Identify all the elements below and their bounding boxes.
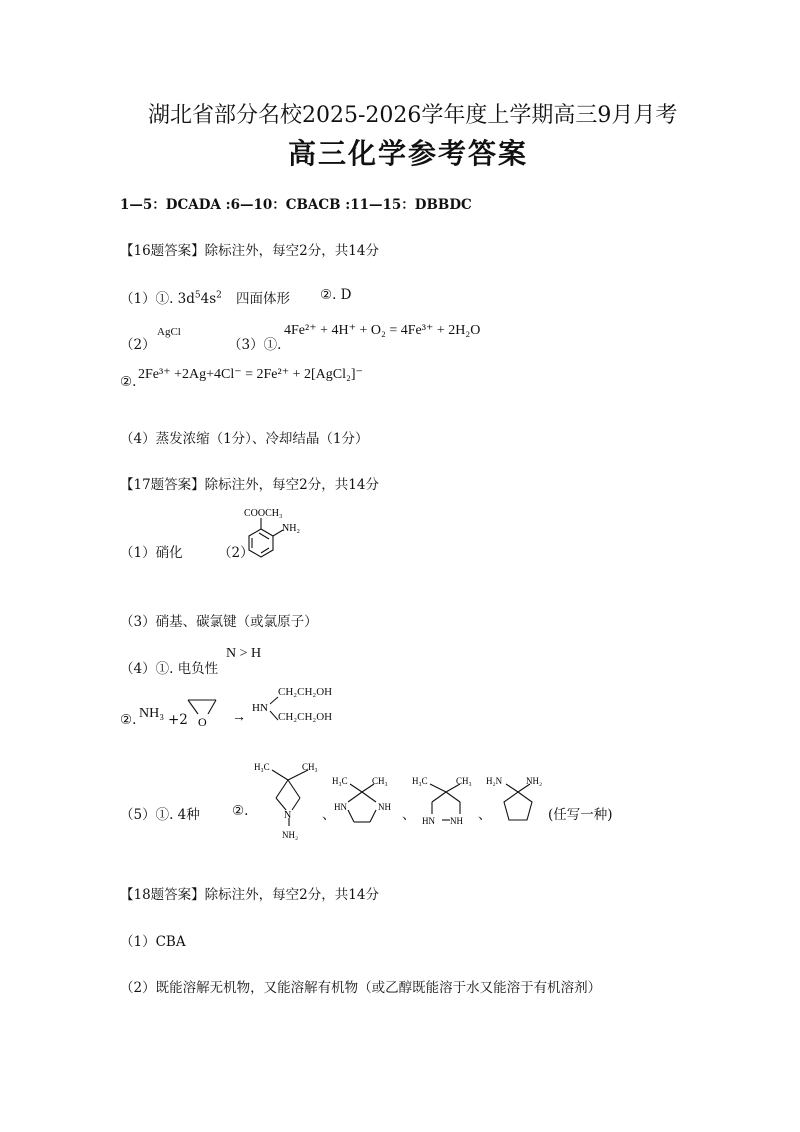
- s1-n-label: N: [284, 810, 292, 821]
- s1-h3c-label: H₃C: [254, 762, 270, 772]
- q16-part3-label: （3）①.: [228, 337, 282, 353]
- q16-shape: 四面体形: [236, 291, 290, 307]
- q17-part4-answer: N > H: [226, 646, 262, 661]
- amino-group-label: NH₂: [282, 523, 300, 534]
- q17-part4-label: （4）①. 电负性: [120, 661, 219, 677]
- ester-group-label: COOCH₃: [244, 508, 283, 519]
- s4-nh2-label: NH₂: [526, 776, 543, 786]
- q17-part3: （3）硝基、碳氯键（或氯原子）: [120, 614, 318, 630]
- q16-equation-2: 2Fe³⁺ +2Ag+4Cl⁻ = 2Fe²⁺ + 2[AgCl₂]⁻: [138, 367, 363, 382]
- page-subtitle: 高三化学参考答案: [288, 137, 529, 170]
- q16-part2-label: （2）: [120, 337, 156, 353]
- q16-config-mid: 4s: [200, 291, 217, 307]
- epoxide-oxygen-label: O: [198, 715, 207, 729]
- q16-part1-answer2: ②. D: [320, 287, 352, 303]
- separator-1: 、: [322, 807, 336, 823]
- hydroxyethyl-upper: CH₂CH₂OH: [278, 686, 333, 698]
- s3-ch3-label: CH₃: [456, 776, 472, 786]
- structure-cyclopentanediamine: [486, 770, 556, 830]
- q16-part1: [120, 287, 222, 307]
- hydroxyethyl-lower: CH₂CH₂OH: [278, 711, 333, 723]
- s2-hn-label: HN: [334, 802, 347, 812]
- q17-heading: 【17题答案】除标注外，每空2分，共14分: [120, 477, 379, 493]
- page-title: 湖北省部分名校2025-2026学年度上学期高三9月月考: [148, 103, 678, 128]
- q16-equation-1: 4Fe²⁺ + 4H⁺ + O₂ = 4Fe³⁺ + 2H₂O: [284, 323, 481, 338]
- s1-ch3-label: CH₃: [302, 762, 318, 772]
- s1-nh2-label: NH₂: [282, 830, 299, 840]
- q17-part5-note: (任写一种): [548, 807, 613, 823]
- q18-heading: 【18题答案】除标注外，每空2分，共14分: [120, 887, 379, 903]
- q17-part5-label: （5）①. 4种: [120, 807, 200, 823]
- q18-part1: （1）CBA: [120, 934, 186, 950]
- q17-part5-answer-label: ②.: [232, 803, 249, 819]
- q16-part3b-label: ②.: [120, 374, 137, 390]
- amine-hn-label: HN: [252, 702, 268, 714]
- q17-part4b-label: ②.: [120, 712, 137, 728]
- q18-part2: （2）既能溶解无机物，又能溶解有机物（或乙醇既能溶于水又能溶于有机溶剂）: [120, 980, 602, 996]
- q17-part1: （1）硝化: [120, 545, 183, 561]
- q16-config-sup2: 2: [216, 290, 222, 301]
- s2-nh-label: NH: [378, 802, 391, 812]
- separator-2: 、: [402, 807, 416, 823]
- s3-h3c-label: H₃C: [412, 776, 428, 786]
- q17-part2-label: （2）: [218, 545, 254, 561]
- s2-h3c-label: H₃C: [332, 776, 348, 786]
- ammonia-label: NH₃: [139, 706, 165, 721]
- structure-azetidine: [252, 758, 332, 842]
- q16-part4: （4）蒸发浓缩（1分）、冷却结晶（1分）: [120, 431, 369, 447]
- separator-3: 、: [478, 807, 492, 823]
- s2-ch3-label: CH₃: [372, 776, 388, 786]
- methyl-anthranilate-structure: [238, 502, 318, 572]
- q16-config-prefix: （1）①. 3d: [120, 291, 195, 307]
- q16-part2-answer: AgCl: [157, 326, 181, 338]
- s4-h2n-label: H₂N: [486, 776, 503, 786]
- s3-nh-label: NH: [450, 816, 463, 826]
- q16-heading: 【16题答案】除标注外，每空2分，共14分: [120, 243, 379, 259]
- coefficient-label: +2: [168, 712, 188, 728]
- s3-hn-label: HN: [422, 816, 435, 826]
- q16-config-sup1: 5: [194, 290, 201, 301]
- mcq-answers: 1—5：DCADA :6—10：CBACB :11—15：DBBDC: [120, 197, 472, 213]
- structure-imidazolidine: [328, 770, 408, 830]
- reaction-arrow: →: [232, 710, 246, 725]
